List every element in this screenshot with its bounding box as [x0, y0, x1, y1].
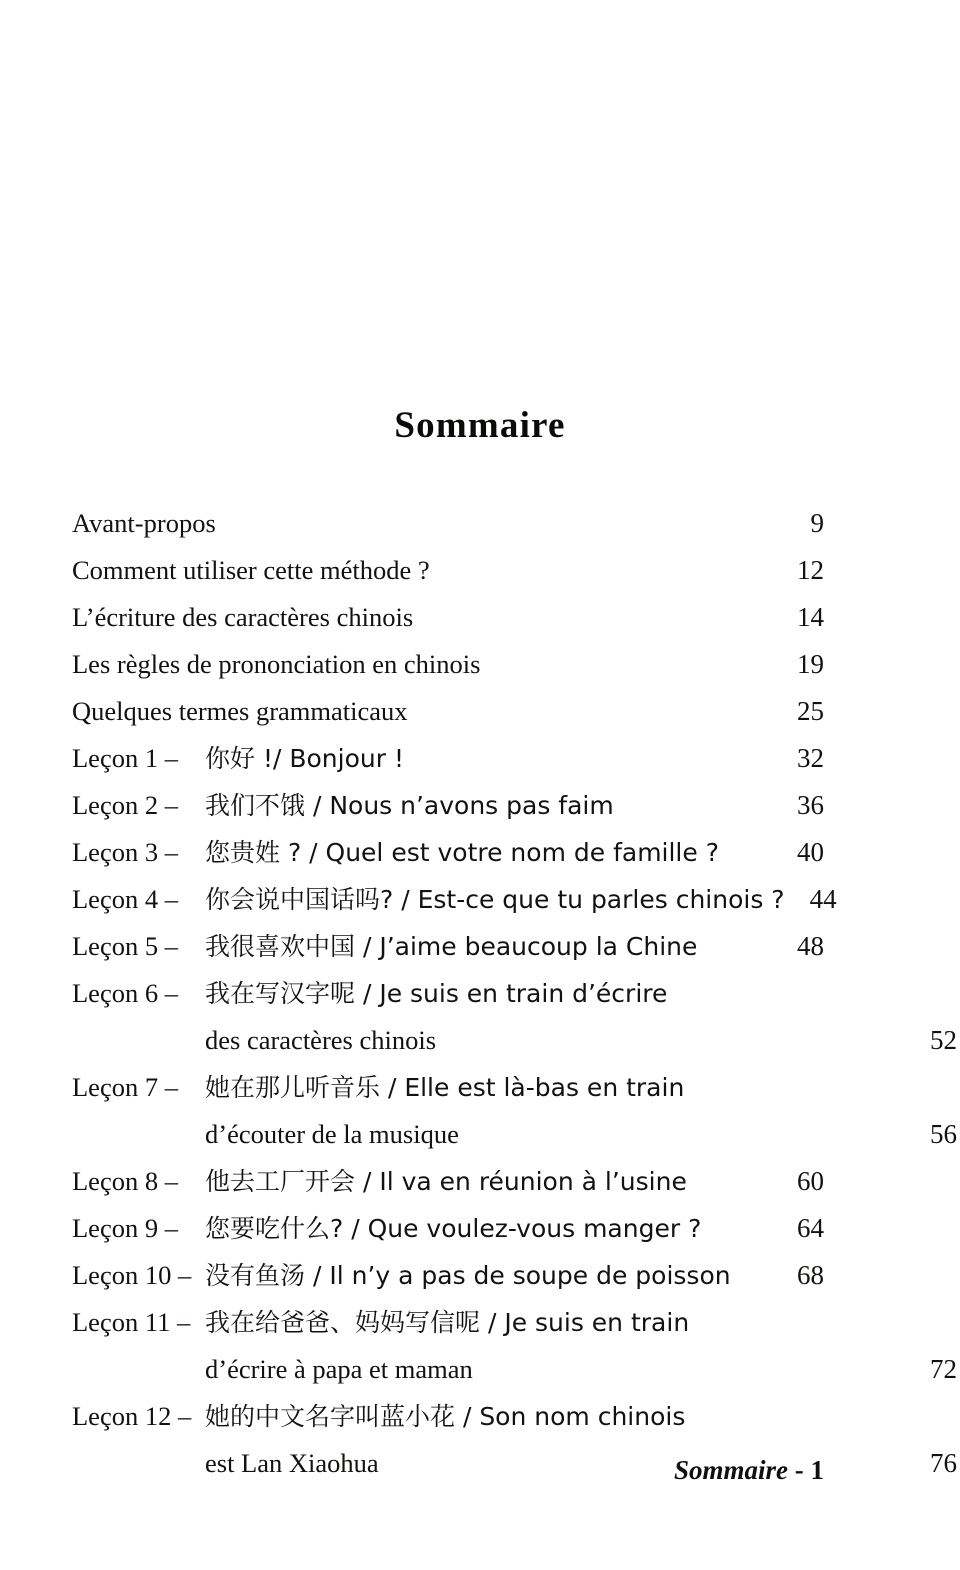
lesson-title-line-1: 她在那儿听音乐 / Elle est là-bas en train — [205, 1073, 685, 1102]
toc-entry-row — [72, 500, 824, 547]
dot-leader — [721, 835, 774, 862]
toc-entry[interactable] — [72, 688, 824, 735]
lesson-label: Leçon 2 – — [72, 790, 178, 820]
toc-lesson-entry[interactable] — [72, 970, 957, 1064]
dot-leader — [410, 694, 774, 721]
toc-lesson-entry[interactable] — [72, 1252, 824, 1299]
lesson-label: Leçon 10 – — [72, 1260, 192, 1290]
lesson-title-line-1: 我在写汉字呢 / Je suis en train d’écrire — [205, 979, 668, 1008]
toc-entry-continuation-row — [72, 1346, 957, 1393]
lesson-title-line-1: 我很喜欢中国 / J’aime beaucoup la Chine — [205, 932, 698, 961]
toc-entry-page-number: 68 — [797, 1260, 824, 1290]
lesson-title-line-2: des caractères chinois — [205, 1025, 437, 1055]
toc-entry-title: Comment utiliser cette méthode ? — [72, 555, 430, 585]
page-title: Sommaire — [394, 405, 566, 446]
lesson-label: Leçon 7 – — [72, 1072, 178, 1102]
dot-leader — [699, 929, 774, 956]
lesson-title-line-1: 你会说中国话吗? / Est-ce que tu parles chinois ? — [205, 885, 785, 914]
lesson-label: Leçon 11 – — [72, 1307, 191, 1337]
toc-entry-page-number: 44 — [809, 884, 837, 914]
dot-leader — [733, 1258, 774, 1285]
dot-leader — [432, 553, 774, 580]
toc-entry-row — [72, 1252, 824, 1299]
lesson-title-line-1: 我们不饿 / Nous n’avons pas faim — [205, 791, 614, 820]
toc-entry-row — [72, 641, 824, 688]
lesson-label: Leçon 5 – — [72, 931, 178, 961]
lesson-label: Leçon 3 – — [72, 837, 178, 867]
toc-entry-page-number: 14 — [797, 602, 824, 632]
toc-entry-title: L’écriture des caractères chinois — [72, 602, 414, 632]
toc-entry-row — [72, 782, 824, 829]
dot-leader — [689, 1164, 774, 1191]
lesson-label: Leçon 8 – — [72, 1166, 178, 1196]
toc-entry[interactable] — [72, 547, 824, 594]
footer-label: Sommaire — [673, 1455, 788, 1485]
toc-entry-title: Les règles de prononciation en chinois — [72, 649, 481, 679]
toc-entry-page-number: 60 — [797, 1166, 824, 1196]
lesson-label: Leçon 9 – — [72, 1213, 178, 1243]
toc-lesson-entry[interactable] — [72, 829, 824, 876]
dot-leader — [482, 647, 774, 674]
toc-entry-page-number: 12 — [797, 555, 824, 585]
toc-entry-page-number: 64 — [797, 1213, 824, 1243]
page-footer — [0, 1455, 960, 1486]
toc-lesson-entry[interactable] — [72, 876, 837, 923]
toc-entry-page-number: 25 — [797, 696, 824, 726]
toc-entry-page-number: 56 — [930, 1119, 957, 1149]
toc-entry-row — [72, 688, 824, 735]
toc-entry-row — [72, 1064, 824, 1111]
lesson-title-line-1: 你好 !/ Bonjour ! — [205, 744, 404, 773]
toc-entry-page-number: 19 — [797, 649, 824, 679]
footer-page-number: 1 — [810, 1455, 824, 1485]
toc-entry-page-number: 48 — [797, 931, 824, 961]
toc-entry-continuation-row — [72, 1111, 957, 1158]
toc-entry-row — [72, 876, 837, 923]
toc-entry-row — [72, 1205, 824, 1252]
toc-entry-row — [72, 735, 824, 782]
dot-leader — [438, 1023, 907, 1050]
toc-lesson-entry[interactable] — [72, 1205, 824, 1252]
toc-entry-page-number: 52 — [930, 1025, 957, 1055]
toc-entry-page-number: 36 — [797, 790, 824, 820]
table-of-contents — [72, 500, 957, 1487]
toc-entry-row — [72, 970, 824, 1017]
toc-lesson-entry[interactable] — [72, 1064, 957, 1158]
lesson-label: Leçon 4 – — [72, 884, 178, 914]
toc-entry-page-number: 40 — [797, 837, 824, 867]
toc-entry-page-number: 32 — [797, 743, 824, 773]
toc-entry-row — [72, 1158, 824, 1205]
lesson-title-line-1: 您贵姓 ? / Quel est votre nom de famille ? — [205, 838, 719, 867]
toc-entry-row — [72, 594, 824, 641]
lesson-title-line-1: 她的中文名字叫蓝小花 / Son nom chinois — [205, 1402, 686, 1431]
toc-lesson-entry[interactable] — [72, 1299, 957, 1393]
toc-lesson-entry[interactable] — [72, 923, 824, 970]
toc-entry-page-number: 76 — [930, 1448, 957, 1478]
toc-entry-page-number: 9 — [810, 508, 824, 538]
dot-leader — [475, 1352, 907, 1379]
toc-entry-row — [72, 1299, 824, 1346]
footer-separator: - — [788, 1455, 811, 1485]
dot-leader — [415, 600, 774, 627]
toc-lesson-entry[interactable] — [72, 735, 824, 782]
toc-entry-page-number: 72 — [930, 1354, 957, 1384]
toc-entry[interactable] — [72, 641, 824, 688]
toc-entry[interactable] — [72, 594, 824, 641]
dot-leader — [218, 506, 774, 533]
toc-lesson-entry[interactable] — [72, 1158, 824, 1205]
toc-entry-row — [72, 923, 824, 970]
dot-leader — [703, 1211, 774, 1238]
lesson-title-line-1: 他去工厂开会 / Il va en réunion à l’usine — [205, 1167, 687, 1196]
dot-leader — [616, 788, 774, 815]
dot-leader — [461, 1117, 907, 1144]
lesson-title-line-2: d’écrire à papa et maman — [205, 1354, 473, 1384]
toc-lesson-entry[interactable] — [72, 782, 824, 829]
toc-entry-row — [72, 547, 824, 594]
dot-leader — [406, 741, 774, 768]
lesson-title-line-1: 您要吃什么? / Que voulez-vous manger ? — [205, 1214, 702, 1243]
lesson-title-line-2: est Lan Xiaohua — [205, 1448, 379, 1478]
toc-entry-row — [72, 1393, 824, 1440]
toc-entry-continuation-row — [72, 1017, 957, 1064]
toc-entry-row — [72, 829, 824, 876]
toc-entry-title: Quelques termes grammaticaux — [72, 696, 408, 726]
lesson-label: Leçon 6 – — [72, 978, 178, 1008]
lesson-title-line-2: d’écouter de la musique — [205, 1119, 459, 1149]
lesson-title-line-1: 没有鱼汤 / Il n’y a pas de soupe de poisson — [205, 1261, 731, 1290]
lesson-label: Leçon 1 – — [72, 743, 178, 773]
toc-entry-title: Avant-propos — [72, 508, 216, 538]
lesson-title-line-1: 我在给爸爸、妈妈写信呢 / Je suis en train — [205, 1308, 690, 1337]
lesson-label: Leçon 12 – — [72, 1401, 192, 1431]
toc-entry[interactable] — [72, 500, 824, 547]
